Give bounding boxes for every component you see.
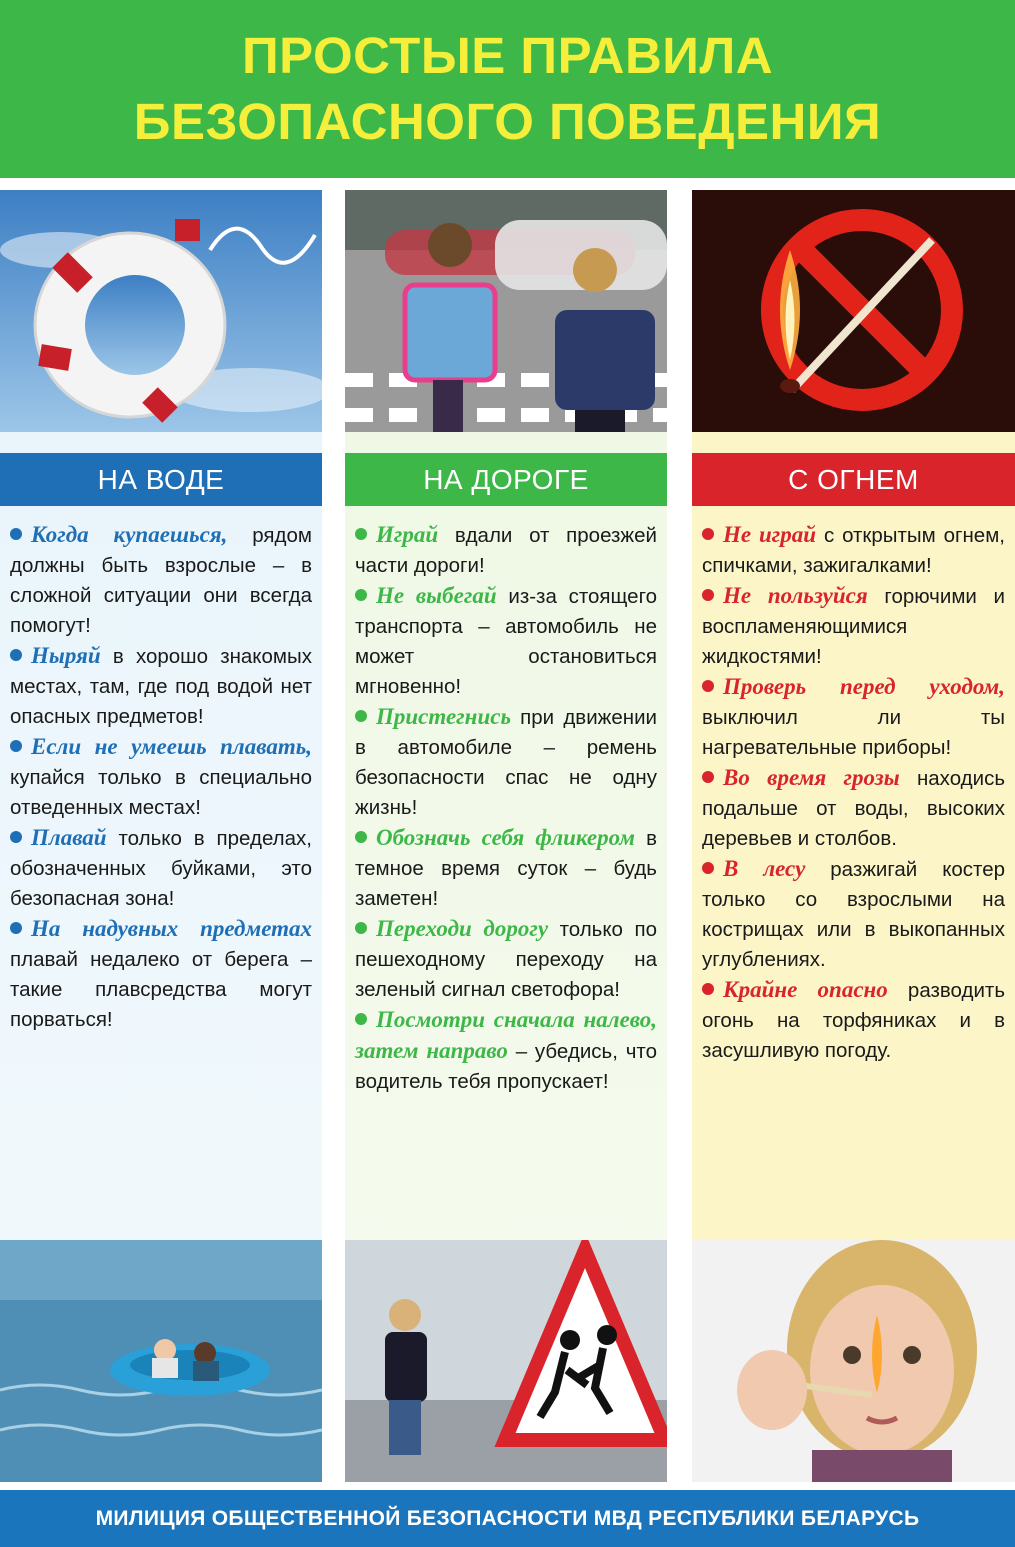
bullet-icon <box>355 831 367 843</box>
rule-item <box>702 672 1005 763</box>
bullet-icon <box>10 831 22 843</box>
rule-text: плавай недалеко от берега – такие плавсредства могут порваться! <box>10 948 312 1031</box>
rule-item <box>10 641 312 732</box>
rule-item <box>10 732 312 823</box>
poster-header <box>0 0 1015 178</box>
rule-text: с открытым огнем, спичками, зажигалками! <box>702 524 1005 577</box>
rule-lead: Во время грозы <box>723 765 900 790</box>
rule-lead: Обозначь себя фликером <box>376 825 635 850</box>
rule-text: горючими и воспламеняющимися жидкостями! <box>702 585 1005 668</box>
rule-lead: Плавай <box>31 825 107 850</box>
rule-item <box>702 581 1005 672</box>
bullet-icon <box>355 589 367 601</box>
burning-match-prohibition-sign-photo <box>692 190 1015 432</box>
heading-fire: С ОГНЕМ <box>692 453 1015 506</box>
heading-road: НА ДОРОГЕ <box>345 453 667 506</box>
rule-lead: Посмотри сначала налево, затем направо <box>355 1007 657 1063</box>
rule-text: вдали от проезжей части дороги! <box>355 524 657 577</box>
rule-lead: Пристегнись <box>376 704 511 729</box>
rule-lead: На надувных предметах <box>31 916 312 941</box>
rule-text: выключил ли ты нагревательные приборы! <box>702 706 1005 759</box>
lifebuoy-photo <box>0 190 322 432</box>
rule-text: находись подальше от воды, высоких деревьев и столбов. <box>702 767 1005 850</box>
rule-text: – убедись, что водитель тебя пропускает! <box>355 1040 657 1093</box>
bullet-icon <box>10 528 22 540</box>
rule-lead: Не играй <box>723 522 817 547</box>
rule-text: при движении в автомобиле – ремень безопасности спас не одну жизнь! <box>355 706 657 819</box>
footer-banner: МИЛИЦИЯ ОБЩЕСТВЕННОЙ БЕЗОПАСНОСТИ МВД РЕСПУБЛИКИ БЕЛАРУСЬ <box>0 1490 1015 1547</box>
column-water <box>0 190 322 1482</box>
rules-road <box>355 520 657 1097</box>
rule-text: разжигай костер только со взрослыми на кострищах или в выкопанных углублениях. <box>702 858 1006 971</box>
rule-lead: Крайне опасно <box>723 977 888 1002</box>
rule-item <box>702 763 1005 854</box>
rule-lead: В лесу <box>723 856 806 881</box>
rule-item <box>355 1005 657 1097</box>
bullet-icon <box>10 649 22 661</box>
rule-text: в хорошо знакомых местах, там, где под водой нет опасных предметов! <box>10 645 312 728</box>
rule-lead: Проверь перед уходом, <box>723 674 1005 699</box>
rule-item <box>702 854 1005 975</box>
rule-lead: Если не умеешь плавать, <box>31 734 312 759</box>
rule-lead: Ныряй <box>31 643 101 668</box>
children-on-inflatable-boat-photo <box>0 1240 322 1482</box>
rules-fire <box>702 520 1005 1066</box>
bullet-icon <box>702 862 714 874</box>
column-fire <box>692 190 1015 1482</box>
rules-water <box>10 520 312 1035</box>
girl-holding-match-photo <box>692 1240 1015 1482</box>
rule-item <box>10 914 312 1035</box>
rule-lead: Когда купаешься, <box>31 522 228 547</box>
bullet-icon <box>10 740 22 752</box>
rule-item <box>702 520 1005 581</box>
rule-lead: Играй <box>376 522 439 547</box>
bullet-icon <box>702 983 714 995</box>
rule-item <box>355 581 657 702</box>
bullet-icon <box>355 1013 367 1025</box>
rule-text: купайся только в специально отведенных местах! <box>10 766 312 819</box>
rule-item <box>702 975 1005 1066</box>
bullet-icon <box>702 680 714 692</box>
heading-water: НА ВОДЕ <box>0 453 322 506</box>
rule-lead: Не пользуйся <box>723 583 868 608</box>
column-road <box>345 190 667 1482</box>
rule-text: в темное время суток – будь заметен! <box>355 827 657 910</box>
bullet-icon <box>10 922 22 934</box>
bullet-icon <box>702 528 714 540</box>
rule-text: только по пешеходному переходу на зеленый сигнал светофора! <box>355 918 657 1001</box>
rule-text: из-за стоящего транспорта – автомобиль не может остановиться мгновенно! <box>355 585 657 698</box>
bullet-icon <box>355 710 367 722</box>
rule-text: разводить огонь на торфяниках и в засушливую погоду. <box>702 979 1005 1062</box>
children-with-backpacks-at-road-photo <box>345 190 667 432</box>
rule-item <box>355 520 657 581</box>
rule-item <box>10 520 312 641</box>
bullet-icon <box>355 922 367 934</box>
rule-text: только в пределах, обозначенных буйками, это безопасная зона! <box>10 827 312 910</box>
rule-item <box>10 823 312 914</box>
title-line-1: ПРОСТЫЕ ПРАВИЛА <box>241 27 774 84</box>
child-and-warning-road-sign-photo <box>345 1240 667 1482</box>
rule-item <box>355 702 657 823</box>
rule-lead: Не выбегай <box>376 583 497 608</box>
rule-text: рядом должны быть взрослые – в сложной ситуации они всегда помогут! <box>10 524 312 637</box>
rule-item <box>355 914 657 1005</box>
rule-item <box>355 823 657 914</box>
rule-lead: Переходи дорогу <box>376 916 549 941</box>
bullet-icon <box>702 589 714 601</box>
title-line-2: БЕЗОПАСНОГО ПОВЕДЕНИЯ <box>133 93 882 150</box>
bullet-icon <box>702 771 714 783</box>
bullet-icon <box>355 528 367 540</box>
